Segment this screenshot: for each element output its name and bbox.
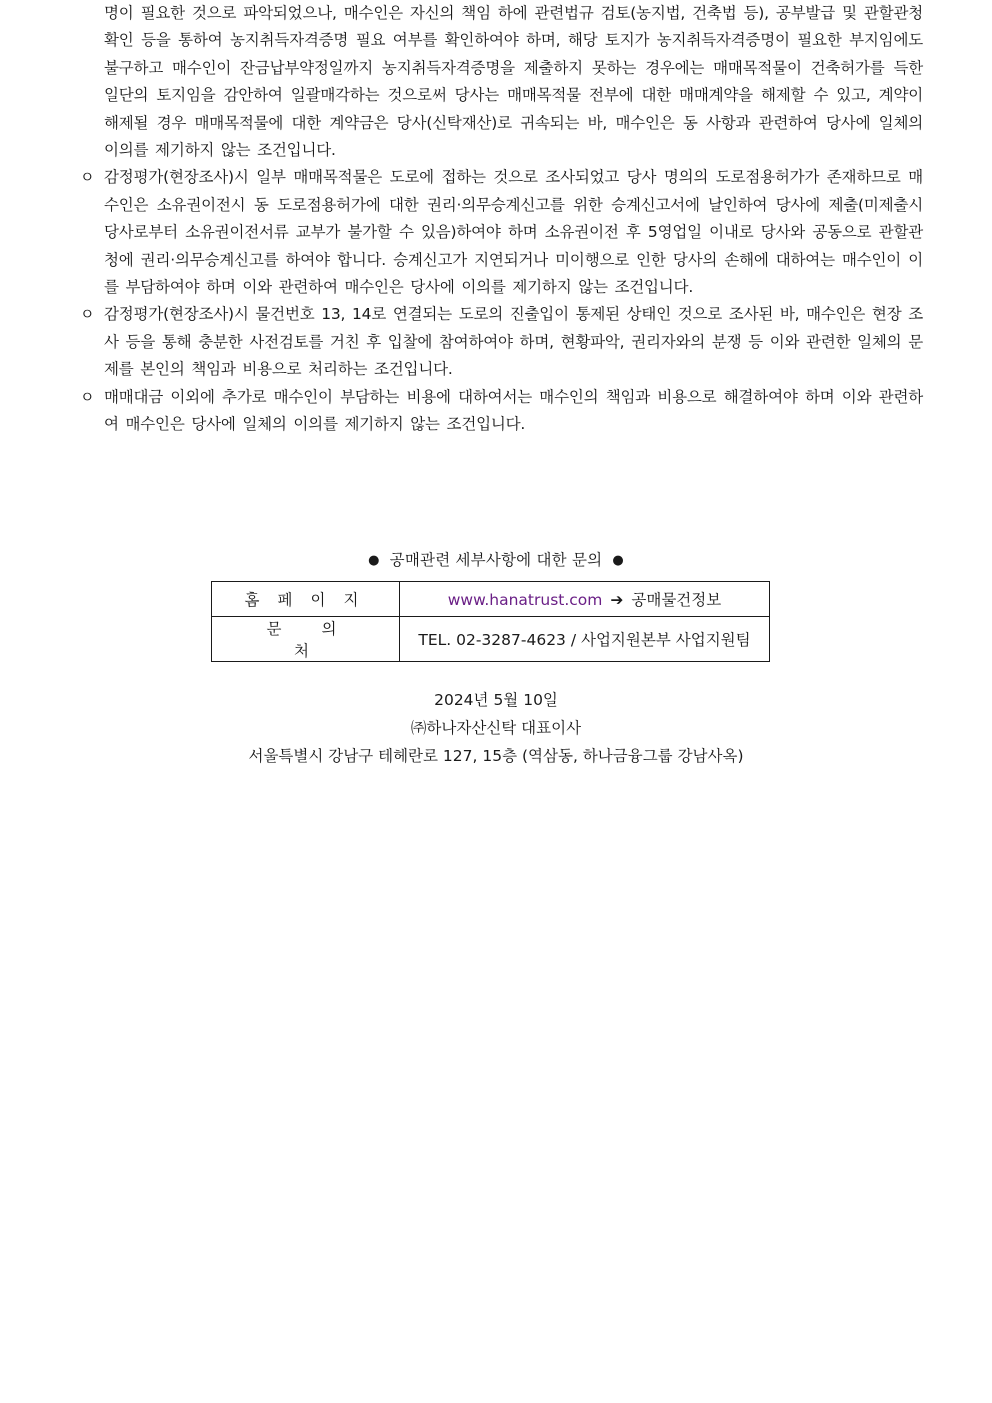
inquiry-title-text: 공매관련 세부사항에 대한 문의 bbox=[389, 551, 603, 569]
company-address: 서울특별시 강남구 테헤란로 127, 15층 (역삼동, 하나금융그룹 강남사옥) bbox=[248, 747, 744, 765]
conditions-list bbox=[78, 0, 923, 439]
bullet-marker: ㅇ bbox=[80, 305, 95, 324]
homepage-target: 공매물건정보 bbox=[631, 591, 722, 609]
condition-paragraph bbox=[78, 384, 923, 439]
inquiry-heading bbox=[0, 548, 992, 570]
company-signature: ㈜하나자산신탁 대표이사 bbox=[410, 719, 582, 737]
condition-paragraph bbox=[78, 0, 923, 164]
homepage-value bbox=[400, 582, 770, 617]
condition-text: 감정평가(현장조사)시 물건번호 13, 14로 연결되는 도로의 진출입이 통제된 상태인 것으로 조사된 바, 매수인은 현장 조사 등을 통해 충분한 사전검토를 거친 후 입찰에 참여하여야 하며, 현황파악, 권리자와의 분쟁 등 이와 관련한 일체의 문제를 본인의 책임과 비용으로 처리하는 조건입니다. bbox=[104, 305, 923, 379]
condition-paragraph bbox=[78, 301, 923, 383]
document-footer bbox=[0, 686, 992, 770]
issue-date: 2024년 5월 10일 bbox=[434, 691, 558, 709]
condition-paragraph bbox=[78, 164, 923, 301]
condition-text: 감정평가(현장조사)시 일부 매매목적물은 도로에 접하는 것으로 조사되었고 당사 명의의 도로점용허가가 존재하므로 매수인은 소유권이전시 동 도로점용허가에 대한 권리·의무승계신고를 위한 승계신고서에 날인하여 당사에 제출(미제출시 당사로부터 소유권이전서류 교부가 불가할 수 있음)하여야 하며 소유권이전 후 5영업일 이내로 당사와 공동으로 관할관청에 권리·의무승계신고를 하여야 합니다. 승계신고가 지연되거나 미이행으로 인한 당사의 손해에 대하여는 매수인이 이를 부담하여야 하며 이와 관련하여 매수인은 당사에 이의를 제기하지 않는 조건입니다. bbox=[104, 168, 923, 297]
table-row bbox=[212, 617, 770, 662]
bullet-dot-icon: ● bbox=[368, 553, 380, 568]
contact-value: TEL. 02-3287-4623 / 사업지원본부 사업지원팀 bbox=[400, 617, 770, 662]
bullet-marker: ㅇ bbox=[80, 168, 95, 187]
bullet-dot-icon: ● bbox=[612, 553, 624, 568]
arrow-right-icon: ➔ bbox=[610, 591, 624, 609]
contact-label: 문의처 bbox=[212, 617, 400, 662]
contact-table bbox=[211, 581, 770, 662]
condition-text: 매매대금 이외에 추가로 매수인이 부담하는 비용에 대하여서는 매수인의 책임과 비용으로 해결하여야 하며 이와 관련하여 매수인은 당사에 일체의 이의를 제기하지 않는 조건입니다. bbox=[104, 387, 923, 434]
condition-text: 명이 필요한 것으로 파악되었으나, 매수인은 자신의 책임 하에 관련법규 검토(농지법, 건축법 등), 공부발급 및 관할관청 확인 등을 통하여 농지취득자격증명 필요 여부를 확인하여야 하며, 해당 토지가 농지취득자격증명이 필요한 부지임에도 불구하고 매수인이 잔금납부약정일까지 농지취득자격증명을 제출하지 못하는 경우에는 매매목적물이 건축허가를 득한 일단의 토지임을 감안하여 일괄매각하는 것으로써 당사는 매매목적물 전부에 대한 매매계약을 해제할 수 있고, 계약이 해제될 경우 매매목적물에 대한 계약금은 당사(신탁재산)로 귀속되는 바, 매수인은 동 사항과 관련하여 당사에 일체의 이의를 제기하지 않는 조건입니다. bbox=[104, 4, 923, 160]
homepage-label: 홈페이지 bbox=[212, 582, 400, 617]
bullet-marker: ㅇ bbox=[80, 387, 95, 406]
table-row bbox=[212, 582, 770, 617]
homepage-link[interactable]: www.hanatrust.com bbox=[447, 591, 603, 609]
